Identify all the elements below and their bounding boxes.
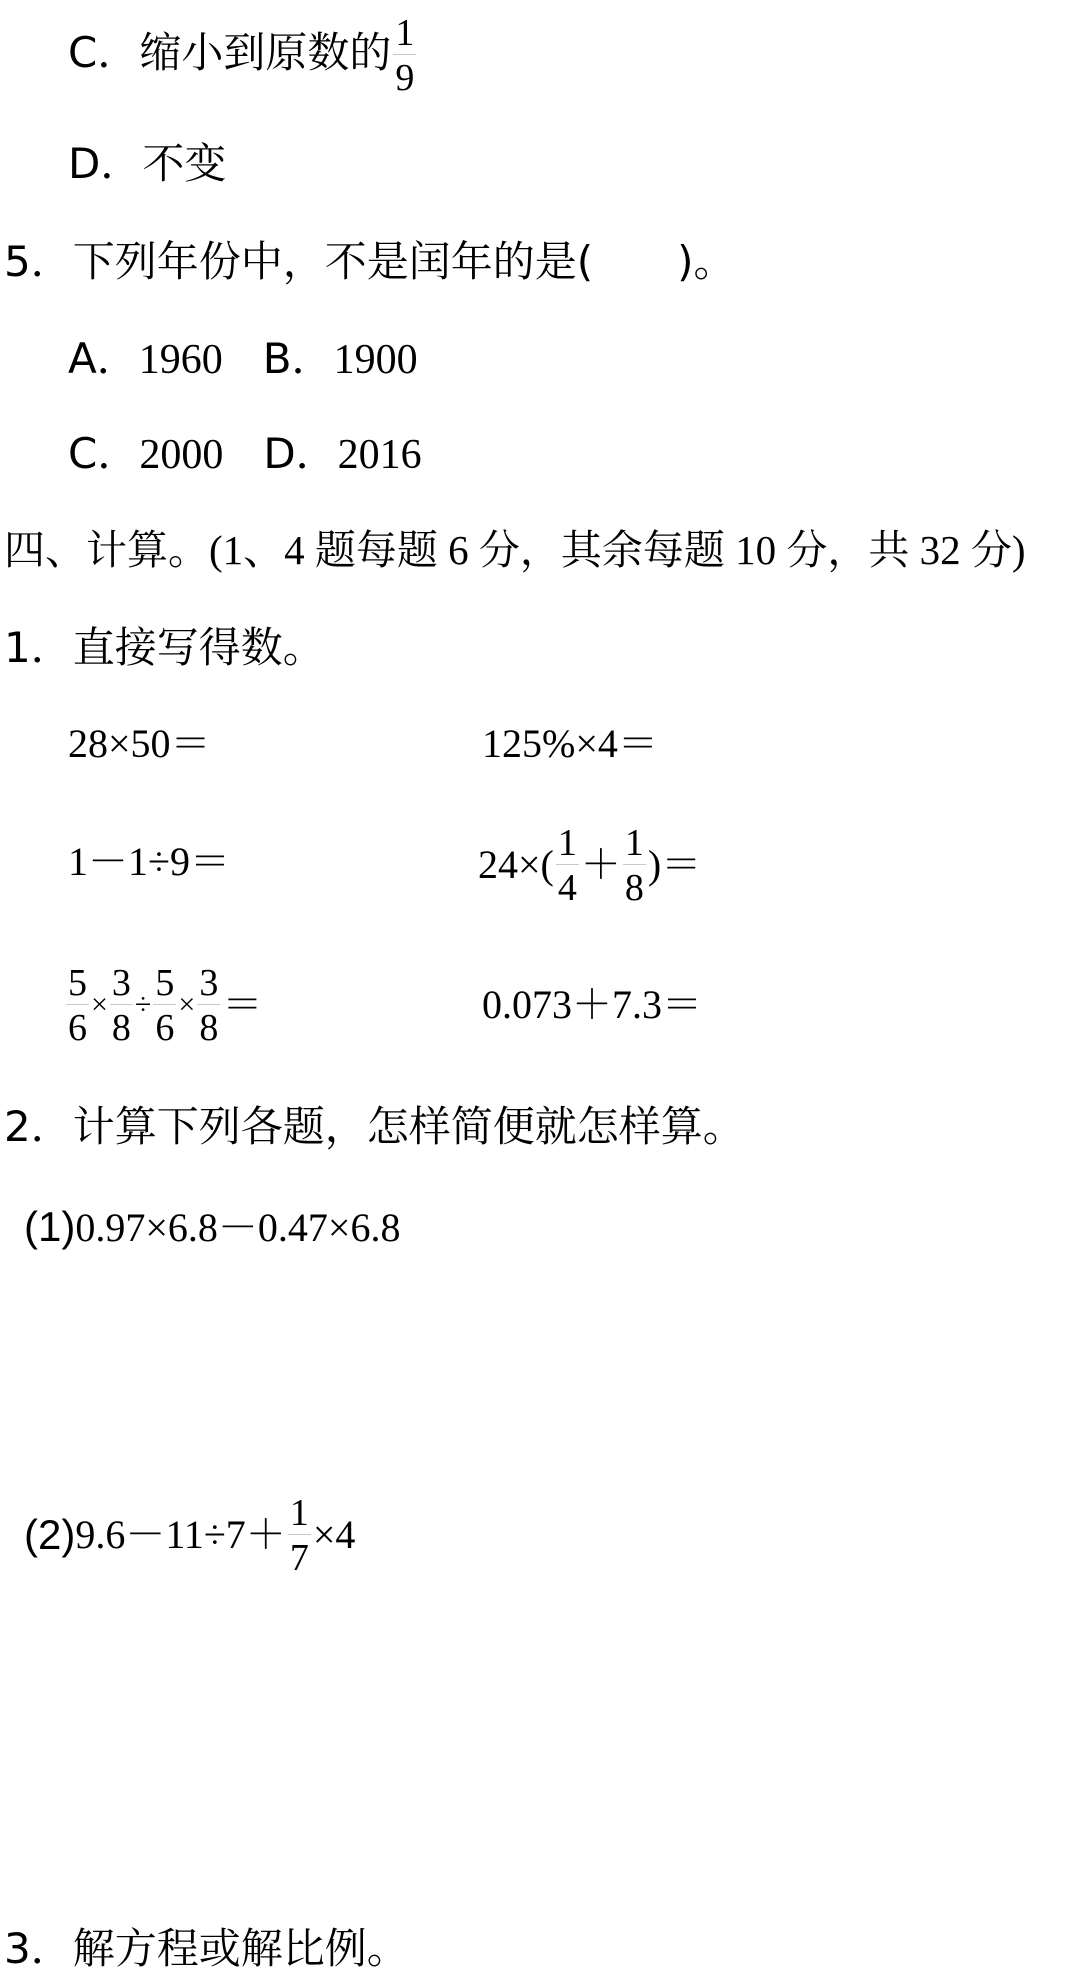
s4q3-title: 3．解方程或解比例。 xyxy=(4,1924,409,1973)
s4q1-title: 1．直接写得数。 xyxy=(4,623,325,672)
part-2-suffix: ×4 xyxy=(312,1512,356,1557)
fraction-denominator: 8 xyxy=(111,1006,131,1049)
expr-3: 1－1÷9＝ xyxy=(68,839,230,884)
fraction-denominator: 8 xyxy=(199,1006,219,1049)
fraction-denominator: 9 xyxy=(395,57,415,99)
q4-option-c-fraction xyxy=(393,14,416,97)
part-2-fraction xyxy=(288,1491,311,1579)
q5-option-c-label: C． xyxy=(68,429,140,478)
q4-option-c xyxy=(68,14,418,97)
expr-2: 125%×4＝ xyxy=(482,721,658,766)
plus-sign: ＋ xyxy=(580,842,621,887)
q5-option-d-label: D． xyxy=(263,429,338,478)
part-2-label: (2) xyxy=(24,1511,76,1558)
expr-4-suffix: )＝ xyxy=(647,842,702,887)
divide-sign: ÷ xyxy=(134,988,152,1021)
part-1-label: (1) xyxy=(24,1203,76,1250)
expr-5-suffix: ＝ xyxy=(222,982,263,1027)
expr-5-fraction-1 xyxy=(66,961,89,1049)
fraction-numerator: 1 xyxy=(557,821,577,864)
fraction-numerator: 5 xyxy=(155,961,175,1004)
expr-6: 0.073＋7.3＝ xyxy=(482,982,702,1027)
s4q2-part-1 xyxy=(24,1203,401,1250)
fraction-denominator: 8 xyxy=(624,866,644,909)
q5-question: 5．下列年份中，不是闰年的是( )。 xyxy=(4,237,736,286)
q5-option-b-value: 1900 xyxy=(333,337,418,383)
s4q2-part-2 xyxy=(24,1485,355,1585)
expr-5-fraction-2 xyxy=(110,961,133,1049)
fraction-numerator: 1 xyxy=(289,1491,309,1534)
fraction-numerator: 5 xyxy=(68,961,87,1004)
times-sign: × xyxy=(178,988,196,1021)
expr-4-prefix: 24×( xyxy=(478,842,554,887)
fraction-denominator: 6 xyxy=(68,1006,87,1049)
expr-4 xyxy=(478,815,701,915)
expr-5-fraction-3 xyxy=(153,961,176,1049)
fraction-numerator: 1 xyxy=(395,12,415,54)
q4-option-c-label: C．缩小到原数的 xyxy=(68,28,392,77)
section-4-heading: 四、计算。(1、4 题每题 6 分，其余每题 10 分，共 32 分) xyxy=(4,527,1026,573)
q5-options-row1 xyxy=(68,334,418,383)
times-sign: × xyxy=(91,988,108,1021)
fraction-denominator: 6 xyxy=(155,1006,175,1049)
q5-options-row2 xyxy=(68,429,422,478)
fraction-denominator: 4 xyxy=(557,866,577,909)
part-2-prefix: 9.6－11÷7＋ xyxy=(75,1512,286,1557)
expr-4-fraction-1 xyxy=(556,821,579,909)
expr-4-fraction-2 xyxy=(623,821,646,909)
q5-option-d-value: 2016 xyxy=(337,432,422,478)
fraction-numerator: 3 xyxy=(199,961,219,1004)
fraction-denominator: 7 xyxy=(289,1536,309,1579)
fraction-numerator: 3 xyxy=(111,961,131,1004)
expr-5-fraction-4 xyxy=(197,961,220,1049)
q5-option-b-label: B． xyxy=(262,334,334,383)
q5-option-c-value: 2000 xyxy=(139,432,224,478)
expr-1: 28×50＝ xyxy=(68,721,211,766)
s4q2-title: 2．计算下列各题，怎样简便就怎样算。 xyxy=(4,1102,745,1151)
q4-option-d: D．不变 xyxy=(68,139,227,188)
part-1-expression: 0.97×6.8－0.47×6.8 xyxy=(75,1205,401,1250)
fraction-numerator: 1 xyxy=(624,821,644,864)
q5-option-a-label: A． xyxy=(68,334,139,383)
expr-5 xyxy=(64,955,262,1055)
q5-option-a-value: 1960 xyxy=(138,337,223,383)
